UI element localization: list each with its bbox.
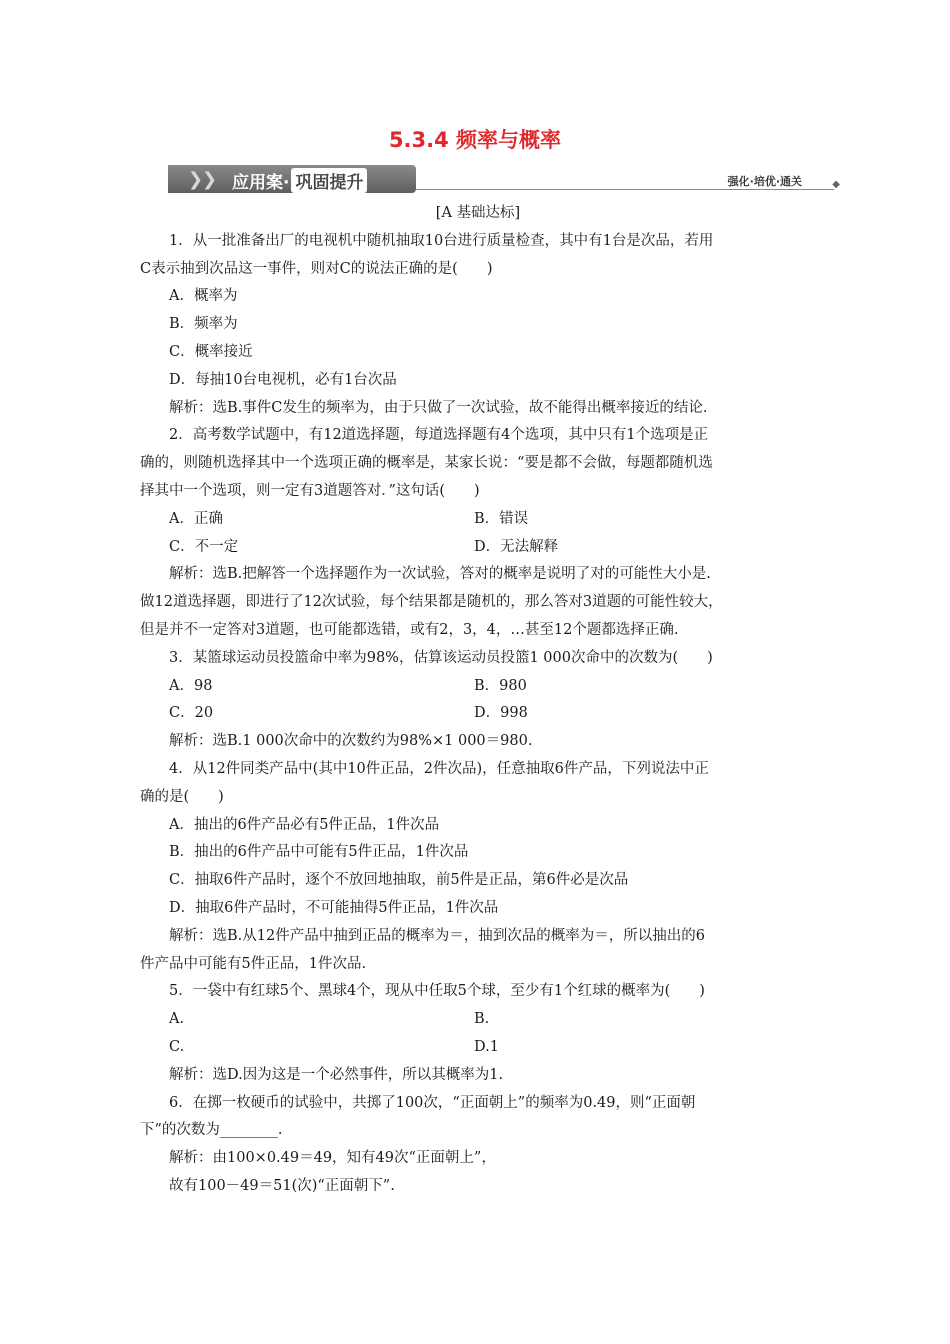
banner-rule xyxy=(416,189,834,190)
q6-answer-cont: 故有100－49＝51(次)“正面朝下”. xyxy=(169,1177,395,1194)
q4-option-a: A．抽出的6件产品必有5件正品，1件次品 xyxy=(169,816,440,833)
q3-answer: 解析：选B.1 000次命中的次数约为98%×1 000＝980. xyxy=(169,733,533,750)
q6-stem: 6．在掷一枚硬币的试验中，共掷了100次，“正面朝上”的频率为0.49，则“正面朝 xyxy=(169,1094,696,1111)
q4-stem: 4．从12件同类产品中(其中10件正品，2件次品)，任意抽取6件产品，下列说法中正 xyxy=(169,760,709,777)
q5-option-a: A. xyxy=(169,1011,185,1028)
q2-answer-cont: 做12道选择题，即进行了12次试验，每个结果都是随机的，那么答对3道题的可能性较大， xyxy=(140,594,723,611)
q2-option-d: D．无法解释 xyxy=(474,538,559,555)
banner-left-text: 应用案· xyxy=(232,173,290,193)
q4-answer-cont: 件产品中可能有5件正品，1件次品. xyxy=(140,955,367,972)
q2-answer: 解析：选B.把解答一个选择题作为一次试验，答对的概率是说明了对的可能性大小是. xyxy=(169,566,711,583)
q2-stem-cont: 确的，则随机选择其中一个选项正确的概率是，某家长说：“要是都不会做，每题都随机选 xyxy=(140,455,713,472)
q1-answer: 解析：选B.事件C发生的频率为，由于只做了一次试验，故不能得出概率接近的结论. xyxy=(169,399,708,416)
q4-answer: 解析：选B.从12件产品中抽到正品的概率为＝，抽到次品的概率为＝，所以抽出的6 xyxy=(169,927,705,944)
q5-stem: 5．一袋中有红球5个、黑球4个，现从中任取5个球，至少有1个红球的概率为( ) xyxy=(169,983,705,1000)
banner-right-text: 强化·培优·通关 xyxy=(727,175,802,188)
q5-options-row1 xyxy=(140,1006,816,1034)
q1-option-c: C．概率接近 xyxy=(169,343,253,360)
page-title: 5.3.4 频率与概率 xyxy=(388,128,562,152)
q2-option-a: A．正确 xyxy=(169,510,223,527)
q5-option-c: C. xyxy=(169,1038,185,1055)
q4-option-c: C．抽取6件产品时，逐个不放回地抽取，前5件是正品，第6件必是次品 xyxy=(169,872,629,889)
q5-options-row2 xyxy=(140,1034,816,1062)
q4-option-b: B．抽出的6件产品中可能有5件正品，1件次品 xyxy=(169,844,469,861)
q5-option-d: D.1 xyxy=(474,1038,499,1055)
q2-option-b: B．错误 xyxy=(474,510,529,527)
q5-option-b: B. xyxy=(474,1011,490,1028)
q1-stem-cont: C表示抽到次品这一事件，则对C的说法正确的是( ) xyxy=(140,260,493,277)
q6-stem-cont: 下”的次数为________. xyxy=(140,1122,283,1139)
q3-option-b: B．980 xyxy=(474,677,527,694)
q3-stem: 3．某篮球运动员投篮命中率为98%，估算该运动员投篮1 000次命中的次数为( ) xyxy=(169,649,713,666)
banner-boxed-text: 巩固提升 xyxy=(291,168,367,193)
q2-stem-cont2: 择其中一个选项，则一定有3道题答对．”这句话( ) xyxy=(140,482,480,499)
q1-option-b: B．频率为 xyxy=(169,316,238,333)
q3-options-row1 xyxy=(140,673,816,701)
q1-option-d: D．每抽10台电视机，必有1台次品 xyxy=(169,371,397,388)
q4-option-d: D．抽取6件产品时，不可能抽得5件正品，1件次品 xyxy=(169,899,499,916)
q6-answer: 解析：由100×0.49＝49，知有49次“正面朝上”， xyxy=(169,1150,496,1167)
diamond-icon: ◆ xyxy=(832,179,840,190)
q5-answer: 解析：选D.因为这是一个必然事件，所以其概率为1. xyxy=(169,1066,504,1083)
q3-option-d: D．998 xyxy=(474,705,528,722)
chevron-right-icon: ❯ xyxy=(188,169,204,190)
q2-options-row2 xyxy=(140,534,816,562)
q1-option-a: A．概率为 xyxy=(169,288,238,305)
banner-label xyxy=(232,168,367,193)
q3-option-a: A．98 xyxy=(169,677,213,694)
q4-stem-cont: 确的是( ) xyxy=(140,788,224,805)
document-body xyxy=(140,200,816,1201)
section-heading: [A 基础达标] xyxy=(435,205,521,221)
chevron-right-icon: ❯ xyxy=(202,169,218,190)
q1-stem: 1．从一批准备出厂的电视机中随机抽取10台进行质量检查，其中有1台是次品，若用 xyxy=(169,232,714,249)
q2-stem: 2．高考数学试题中，有12道选择题，每道选择题有4个选项，其中只有1个选项是正 xyxy=(169,427,709,444)
q3-option-c: C．20 xyxy=(169,705,214,722)
q2-options-row1 xyxy=(140,506,816,534)
q2-option-c: C．不一定 xyxy=(169,538,239,555)
section-banner xyxy=(168,165,840,193)
q3-options-row2 xyxy=(140,700,816,728)
q2-answer-cont2: 但是并不一定答对3道题，也可能都选错，或有2，3，4，…甚至12个题都选择正确. xyxy=(140,621,679,638)
